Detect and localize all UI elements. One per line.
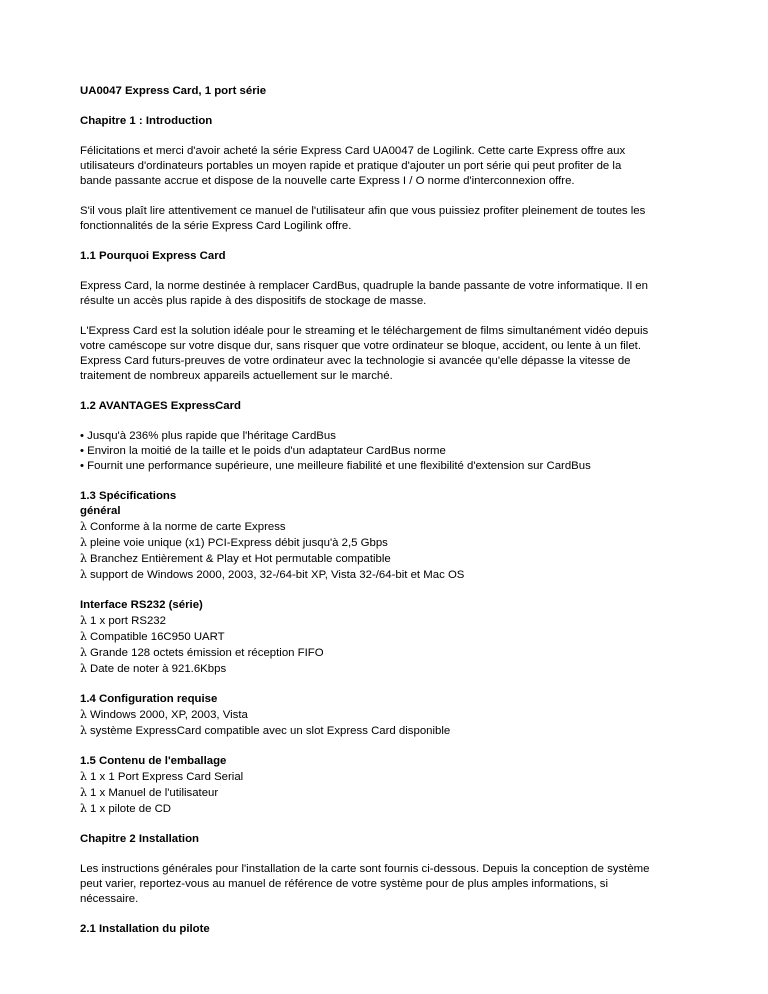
section-1-1-paragraph-1 bbox=[80, 279, 688, 309]
list-item-text: Grande 128 octets émission et réception FIFO bbox=[89, 647, 324, 659]
lambda-bullet-icon: λ bbox=[80, 802, 87, 815]
section-2-1-heading: 2.1 Installation du pilote bbox=[80, 923, 210, 935]
list-item-text: 1 x port RS232 bbox=[89, 615, 166, 627]
list-item bbox=[80, 707, 688, 723]
advantages-list bbox=[80, 429, 688, 474]
text-line: votre caméscope sur votre disque dur, sans risquer que votre ordinateur se bloque, accident, ou lente à un filet. bbox=[80, 340, 641, 352]
lambda-bullet-icon: λ bbox=[80, 630, 87, 643]
list-item-text: Compatible 16C950 UART bbox=[89, 631, 225, 643]
chapter-2-paragraph bbox=[80, 862, 688, 907]
lambda-bullet-icon: λ bbox=[80, 520, 87, 533]
text-line: utilisateurs d'ordinateurs portables un moyen rapide et pratique d'ajouter un port série qui peut profiter de la bbox=[80, 160, 622, 172]
section-1-2-heading: 1.2 AVANTAGES ExpressCard bbox=[80, 400, 241, 412]
lambda-bullet-icon: λ bbox=[80, 770, 87, 783]
list-item-text: 1 x Manuel de l'utilisateur bbox=[89, 787, 219, 799]
section-1-4-heading: 1.4 Configuration requise bbox=[80, 693, 218, 705]
lambda-bullet-icon: λ bbox=[80, 662, 87, 675]
text-line: peut varier, reportez-vous au manuel de référence de votre système pour de plus amples informations, si bbox=[80, 878, 609, 890]
lambda-bullet-icon: λ bbox=[80, 646, 87, 659]
list-item bbox=[80, 613, 688, 629]
list-item-text: Windows 2000, XP, 2003, Vista bbox=[89, 709, 248, 721]
list-item bbox=[80, 723, 688, 739]
text-line: S'il vous plaît lire attentivement ce manuel de l'utilisateur afin que vous puissiez profiter pleinement de toutes les bbox=[80, 205, 646, 217]
chapter-2-heading: Chapitre 2 Installation bbox=[80, 833, 199, 845]
section-1-1-paragraph-2 bbox=[80, 324, 688, 384]
package-contents-section bbox=[80, 754, 688, 817]
lambda-bullet-icon: λ bbox=[80, 552, 87, 565]
rs232-section bbox=[80, 598, 688, 677]
text-line: fonctionnalités de la série Express Card Logilink offre. bbox=[80, 220, 352, 232]
text-line: L'Express Card est la solution idéale pour le streaming et le téléchargement de films simultanément vidéo depuis bbox=[80, 325, 649, 337]
list-item bbox=[80, 629, 688, 645]
text-line: Express Card, la norme destinée à remplacer CardBus, quadruple la bande passante de votre informatique. Il en bbox=[80, 280, 648, 292]
text-line: Les instructions générales pour l'installation de la carte sont fournis ci-dessous. Depuis la conception de système bbox=[80, 863, 650, 875]
lambda-bullet-icon: λ bbox=[80, 568, 87, 581]
list-item bbox=[80, 567, 688, 583]
requirements-section bbox=[80, 692, 688, 739]
list-item bbox=[80, 801, 688, 817]
text-line: résulte un accès plus rapide à des dispositifs de stockage de masse. bbox=[80, 295, 427, 307]
list-item bbox=[80, 645, 688, 661]
list-item-text: 1 x 1 Port Express Card Serial bbox=[89, 771, 244, 783]
lambda-bullet-icon: λ bbox=[80, 536, 87, 549]
lambda-bullet-icon: λ bbox=[80, 786, 87, 799]
list-item bbox=[80, 535, 688, 551]
section-1-5-heading: 1.5 Contenu de l'emballage bbox=[80, 755, 227, 767]
text-line: nécessaire. bbox=[80, 893, 139, 905]
list-item bbox=[80, 519, 688, 535]
lambda-bullet-icon: λ bbox=[80, 614, 87, 627]
text-line: Félicitations et merci d'avoir acheté la série Express Card UA0047 de Logilink. Cette carte Express offre aux bbox=[80, 145, 626, 157]
general-subheading: général bbox=[80, 505, 121, 517]
list-item bbox=[80, 785, 688, 801]
list-item: • Environ la moitié de la taille et le poids d'un adaptateur CardBus norme bbox=[80, 445, 446, 457]
intro-paragraph-1 bbox=[80, 144, 688, 189]
text-line: bande passante accrue et dispose de la nouvelle carte Express I / O norme d'interconnexion offre. bbox=[80, 175, 575, 187]
specifications-section bbox=[80, 489, 688, 583]
intro-paragraph-2 bbox=[80, 204, 688, 234]
text-line: Express Card futurs-preuves de votre ordinateur avec la technologie si avancée qu'elle dépasse la vitesse de bbox=[80, 355, 631, 367]
lambda-bullet-icon: λ bbox=[80, 708, 87, 721]
rs232-heading: Interface RS232 (série) bbox=[80, 599, 203, 611]
list-item bbox=[80, 661, 688, 677]
list-item-text: système ExpressCard compatible avec un slot Express Card disponible bbox=[89, 725, 451, 737]
list-item: • Jusqu'à 236% plus rapide que l'héritage CardBus bbox=[80, 430, 336, 442]
list-item-text: support de Windows 2000, 2003, 32-/64-bit XP, Vista 32-/64-bit et Mac OS bbox=[89, 569, 465, 581]
document-title: UA0047 Express Card, 1 port série bbox=[80, 85, 267, 97]
section-1-1-heading: 1.1 Pourquoi Express Card bbox=[80, 250, 226, 262]
chapter-1-heading: Chapitre 1 : Introduction bbox=[80, 115, 213, 127]
list-item-text: pleine voie unique (x1) PCI-Express débit jusqu'à 2,5 Gbps bbox=[89, 537, 388, 549]
list-item-text: Conforme à la norme de carte Express bbox=[89, 521, 286, 533]
text-line: traitement de nombreux appareils actuellement sur le marché. bbox=[80, 370, 393, 382]
list-item-text: 1 x pilote de CD bbox=[89, 803, 172, 815]
list-item bbox=[80, 769, 688, 785]
lambda-bullet-icon: λ bbox=[80, 724, 87, 737]
list-item bbox=[80, 551, 688, 567]
list-item-text: Branchez Entièrement & Play et Hot permutable compatible bbox=[89, 553, 391, 565]
section-1-3-heading: 1.3 Spécifications bbox=[80, 490, 177, 502]
list-item-text: Date de noter à 921.6Kbps bbox=[89, 663, 227, 675]
list-item: • Fournit une performance supérieure, une meilleure fiabilité et une flexibilité d'extension sur CardBus bbox=[80, 460, 591, 472]
